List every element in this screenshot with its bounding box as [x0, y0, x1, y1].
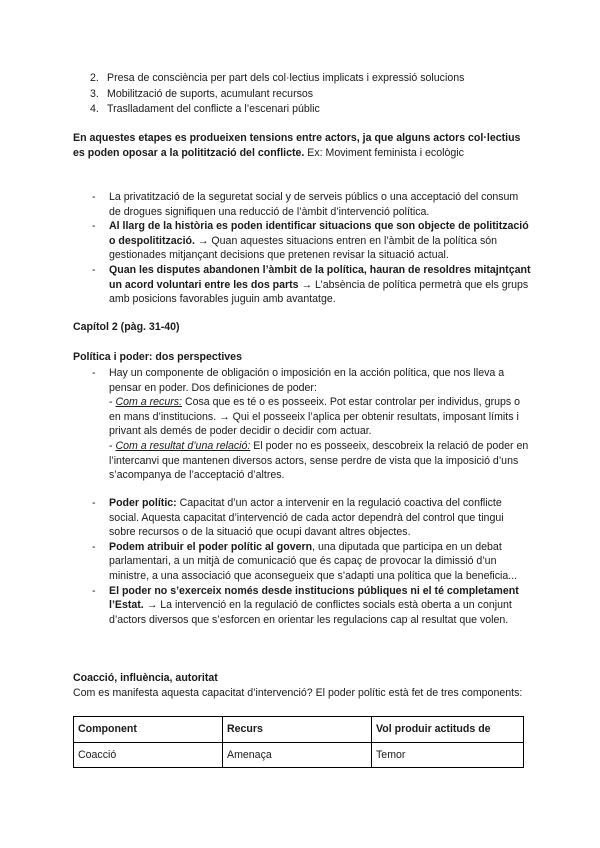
- tensions-paragraph: En aquestes etapes es produeixen tensions entre actors, ja que alguns actors col·lectius es poden oposar a la politització del conflicte. Ex: Moviment feminista i ecològic: [73, 132, 521, 159]
- components-table: [73, 716, 524, 768]
- list-item: - Al llarg de la història es poden identificar situacions que son objecte de politització o despolitització. → Quan aquestes situacions entren en l’àmbit de la política són gestionades mitjançant decisions que pretenen revisar la situació actual.: [92, 220, 529, 262]
- list-item: - Poder polític: Capacitat d’un actor a intervenir en la regulació coactiva del conflicte social. Aquesta capacitat d’intervenció de cada actor dependrà del control que tingui sobre recursos o de la situació que ocupi davant altres objectes.: [92, 497, 504, 539]
- list-item: - La privatització de la seguretat social y de serveis públics o una acceptació del consum de drogues signifiquen una reducció de l’àmbit d’intervenció política.: [92, 191, 519, 218]
- table-header-row: [74, 717, 524, 743]
- list-item: 3. Mobilització de suports, acumulant recursos: [90, 87, 314, 100]
- political-power-bullets: [92, 496, 532, 627]
- table-cell: Amenaça: [223, 742, 372, 768]
- table-cell: Temor: [372, 742, 524, 768]
- table-header-cell: Vol produir actituds de: [372, 717, 524, 743]
- list-item: 2. Presa de consciència per part dels col·lectius implicats i expressió solucions: [90, 72, 465, 84]
- table-row: [74, 742, 524, 768]
- table-header-cell: Recurs: [223, 717, 372, 743]
- table-header-cell: Component: [74, 717, 223, 743]
- chapter-heading: Capítol 2 (pàg. 31-40): [73, 321, 180, 333]
- politization-bullets: [92, 190, 532, 307]
- list-item: - Podem atribuir el poder polític al govern, una diputada que participa en un debat parlamentari, a un mitjà de comunicació que és capaç de provocar la dimissió d’un ministre, a una associació que aconsegueix que s’adapti una política que la beneficia...: [92, 540, 518, 582]
- section-heading: Política i poder: dos perspectives: [73, 351, 242, 363]
- list-item: - Quan les disputes abandonen l’àmbit de la política, hauran de resoldres mitajntçant un acord voluntari entre les dos parts → L’absència de política permetrà que els grups amb posicions favorables juguin amb avantatge.: [92, 263, 531, 306]
- list-item: 4. Traslladament del conflicte a l’escenari públic: [90, 103, 320, 115]
- power-definitions-bullet: [92, 366, 532, 483]
- numbered-list: [90, 71, 464, 118]
- list-item: - El poder no s’exerceix només desde institucions públiques ni el té completament l’Estat. → La intervenció en la regulació de conflictes socials està oberta a un conjunt d’actors diversos que s’esforcen en orientar les regulacions cap al resultat que volen.: [92, 584, 519, 626]
- list-item: - Hay un componente de obligación o imposición en la acción política, que nos lleva a pensar en poder. Dos definiciones de poder: - Com a recurs: Cosa que es té o es posseeix. Pot estar controlar per individus, grups o en mans d’institucions. → Qui el posseeix l’aplica per obtenir resultats, imposant límits i privant als demés de poder decidir o decidir com actuar. - Com a resultat d’una relació: El poder no es posseeix, descobreix la relació de poder en l’intercanvi que mantenen diversos actors, sense perdre de vista que la imposició d’uns s’acompanya de l’acceptació d’altres.: [92, 367, 529, 482]
- coaccio-heading: Coacció, influència, autoritat: [73, 672, 218, 684]
- table-cell: Coacció: [74, 742, 223, 768]
- coaccio-intro: Com es manifesta aquesta capacitat d’intervenció? El poder polític està fet de tres components:: [73, 687, 523, 699]
